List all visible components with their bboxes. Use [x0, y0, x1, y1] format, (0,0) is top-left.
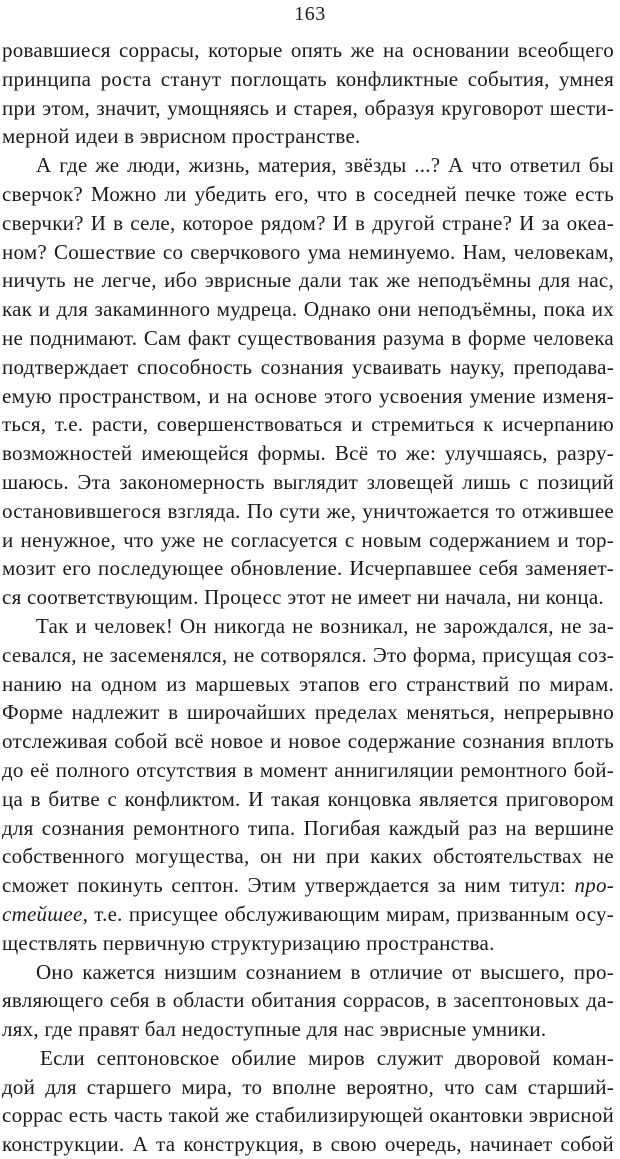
text-segment: , т.е. присущее обслуживающим мирам, призванным осу-	[82, 901, 614, 926]
text-segment: сможет покинуть септон. Этим утверждается за ним титул:	[2, 873, 575, 898]
text-line-with-italic	[2, 871, 614, 900]
text-line: шаюсь. Эта закономерность выглядит зловещей лишь с позиций	[2, 469, 614, 494]
paragraph-3	[2, 612, 614, 958]
text-line: возможностей имеющейся формы. Всё то же: улучшаясь, разру-	[2, 441, 614, 466]
text-line: как и для закаминного мудреца. Однако они неподъёмны, пока их	[2, 297, 614, 322]
text-line: ровавшиеся соррасы, которые опять же на основании всеобщего	[2, 38, 614, 62]
paragraph-1	[2, 36, 614, 151]
text-line: и ненужное, что уже не согласуется с новым содержанием и тор-	[2, 527, 614, 552]
paragraph-5	[2, 1044, 614, 1159]
text-line: ца в битве с конфликтом. И такая концовка является приговором	[2, 786, 614, 811]
text-line: ничуть не легче, ибо эврисные дали так же неподъёмны для нас,	[2, 268, 614, 293]
italic-term: стейшее	[2, 901, 83, 926]
text-line-with-italic	[2, 900, 614, 929]
paragraph-2	[2, 151, 614, 612]
text-line: ществлять первичную структуризацию пространства.	[2, 930, 495, 955]
text-line: являющего себя в области обитания соррасов, в засептоновых да-	[2, 988, 614, 1013]
text-line: конструкции. А та конструкция, в свою очередь, начинает собой	[2, 1132, 614, 1157]
text-line: А где же люди, жизнь, материя, звёзды ...? А что ответил бы	[36, 153, 614, 178]
text-line: для сознания ремонтного типа. Погибая каждый раз на вершине	[2, 815, 614, 840]
text-line: Форме надлежит в широчайших пределах меняться, непрерывно	[2, 700, 614, 725]
text-line: лях, где правят бал недоступные для нас эврисные умники.	[2, 1017, 547, 1042]
page-number: 163	[294, 3, 326, 25]
text-line: ном? Сошествие со сверчкового ума неминуемо. Нам, человекам,	[2, 239, 614, 264]
text-line: принципа роста станут поглощать конфликтные события, умнея	[2, 66, 614, 91]
italic-term: про-	[574, 873, 614, 898]
text-line: Если септоновское обилие миров служит дворовой коман-	[40, 1045, 614, 1070]
text-line: подтверждает способность сознания усваивать науку, преподава-	[2, 354, 614, 379]
text-line: севался, не засеменялся, не сотворялся. Это форма, присущая соз-	[2, 642, 614, 667]
text-line: мерной идеи в эврисном пространстве.	[2, 124, 361, 149]
text-line: емую пространством, и на основе этого усвоения умение изменя-	[2, 383, 614, 408]
text-line: нанию на одном из маршевых этапов его странствий по мирам.	[2, 671, 614, 696]
text-line: собственного могущества, он ни при каких обстоятельствах не	[2, 844, 614, 869]
text-line: ся соответствующим. Процесс этот не имеет ни начала, ни конца.	[2, 585, 604, 610]
body-text	[2, 36, 614, 1159]
text-line: мозит его последующее обновление. Исчерпавшее себя заменяет-	[2, 556, 614, 581]
text-line: отслеживая собой всё новое и новое содержание сознания вплоть	[2, 729, 614, 754]
text-line: до её полного отсутствия в момент аннигиляции ремонтного бой-	[2, 757, 614, 782]
text-line: соррас есть часть такой же стабилизирующей окантовки эврисной	[2, 1103, 614, 1128]
paragraph-4	[2, 958, 614, 1044]
text-line: Оно кажется низшим сознанием в отличие от высшего, про-	[36, 959, 614, 984]
text-line: дой для старшего мира, то вполне вероятно, что сам старший-	[2, 1074, 614, 1099]
text-line: при этом, значит, умощняясь и старея, образуя круговорот шести-	[2, 95, 614, 120]
text-line: не поднимают. Сам факт существования разума в форме человека	[2, 325, 614, 350]
text-line: сверчки? И в селе, которое рядом? И в другой стране? И за океа-	[2, 210, 614, 235]
text-line: ться, т.е. расти, совершенствоваться и стремиться к исчерпанию	[2, 412, 614, 437]
text-line: Так и человек! Он никогда не возникал, не зарождался, не за-	[36, 613, 614, 638]
text-line: остановившегося взгляда. По сути же, уничтожается то отжившее	[2, 498, 614, 523]
text-line: сверчок? Можно ли убедить его, что в соседней печке тоже есть	[2, 181, 614, 206]
